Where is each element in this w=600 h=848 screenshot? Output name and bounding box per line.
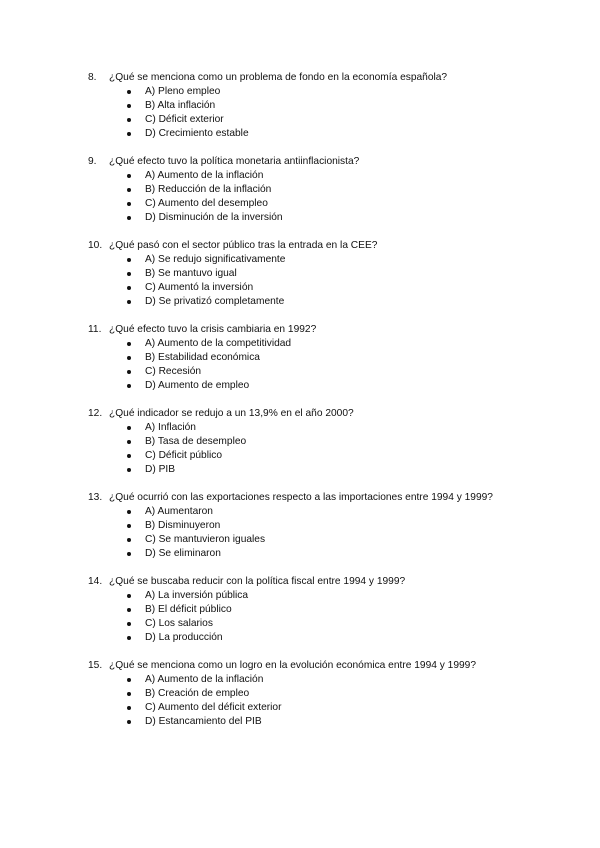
option-item	[0, 505, 600, 519]
bullet-icon	[127, 720, 131, 724]
bullet-icon	[127, 594, 131, 598]
bullet-icon	[127, 202, 131, 206]
option-item	[0, 617, 600, 631]
option-text: D) Estancamiento del PIB	[145, 716, 262, 727]
question-10	[0, 239, 600, 309]
bullet-icon	[127, 342, 131, 346]
question-line	[0, 155, 600, 169]
question-line	[0, 575, 600, 589]
question-number: 8.	[88, 72, 97, 83]
option-text: C) Aumento del déficit exterior	[145, 702, 282, 713]
option-text: B) Se mantuvo igual	[145, 268, 237, 279]
bullet-icon	[127, 454, 131, 458]
question-line	[0, 491, 600, 505]
question-12	[0, 407, 600, 477]
option-item	[0, 603, 600, 617]
option-item	[0, 547, 600, 561]
bullet-icon	[127, 286, 131, 290]
option-item	[0, 421, 600, 435]
question-text: ¿Qué se menciona como un problema de fondo en la economía española?	[109, 72, 448, 83]
option-item	[0, 533, 600, 547]
option-text: A) Aumentaron	[145, 506, 213, 517]
bullet-icon	[127, 678, 131, 682]
option-item	[0, 127, 600, 141]
option-text: B) Reducción de la inflación	[145, 184, 272, 195]
option-text: A) Pleno empleo	[145, 86, 221, 97]
option-text: B) Tasa de desempleo	[145, 436, 247, 447]
option-text: A) Aumento de la inflación	[145, 170, 264, 181]
option-item	[0, 113, 600, 127]
option-item	[0, 701, 600, 715]
option-item	[0, 379, 600, 393]
option-item	[0, 85, 600, 99]
option-item	[0, 449, 600, 463]
question-text: ¿Qué indicador se redujo a un 13,9% en el año 2000?	[109, 408, 354, 419]
bullet-icon	[127, 636, 131, 640]
question-14	[0, 575, 600, 645]
option-text: C) Déficit público	[145, 450, 222, 461]
option-item	[0, 183, 600, 197]
question-text: ¿Qué pasó con el sector público tras la entrada en la CEE?	[109, 240, 378, 251]
bullet-icon	[127, 706, 131, 710]
question-line	[0, 659, 600, 673]
bullet-icon	[127, 370, 131, 374]
bullet-icon	[127, 426, 131, 430]
bullet-icon	[127, 622, 131, 626]
option-item	[0, 351, 600, 365]
option-text: C) Aumento del desempleo	[145, 198, 268, 209]
bullet-icon	[127, 608, 131, 612]
question-9	[0, 155, 600, 225]
option-text: C) Se mantuvieron iguales	[145, 534, 266, 545]
option-item	[0, 715, 600, 729]
bullet-icon	[127, 468, 131, 472]
option-text: D) PIB	[145, 464, 176, 475]
question-line	[0, 239, 600, 253]
question-13	[0, 491, 600, 561]
option-item	[0, 519, 600, 533]
question-text: ¿Qué ocurrió con las exportaciones respecto a las importaciones entre 1994 y 1999?	[109, 492, 493, 503]
option-item	[0, 169, 600, 183]
option-text: D) Aumento de empleo	[145, 380, 250, 391]
option-text: B) Creación de empleo	[145, 688, 250, 699]
option-text: C) Recesión	[145, 366, 202, 377]
option-text: A) Se redujo significativamente	[145, 254, 286, 265]
bullet-icon	[127, 104, 131, 108]
option-item	[0, 365, 600, 379]
bullet-icon	[127, 216, 131, 220]
bullet-icon	[127, 118, 131, 122]
option-text: A) Inflación	[145, 422, 196, 433]
question-number: 9.	[88, 156, 97, 167]
option-item	[0, 673, 600, 687]
question-8	[0, 71, 600, 141]
option-item	[0, 295, 600, 309]
question-15	[0, 659, 600, 729]
option-item	[0, 687, 600, 701]
bullet-icon	[127, 692, 131, 696]
option-item	[0, 211, 600, 225]
question-11	[0, 323, 600, 393]
option-text: B) Alta inflación	[145, 100, 216, 111]
bullet-icon	[127, 356, 131, 360]
question-number: 10.	[88, 240, 103, 251]
question-line	[0, 323, 600, 337]
question-text: ¿Qué se menciona como un logro en la evolución económica entre 1994 y 1999?	[109, 660, 476, 671]
option-text: A) Aumento de la competitividad	[145, 338, 292, 349]
question-number: 13.	[88, 492, 103, 503]
option-text: B) Estabilidad económica	[145, 352, 260, 363]
question-number: 14.	[88, 576, 103, 587]
option-text: D) Crecimiento estable	[145, 128, 249, 139]
option-text: C) Déficit exterior	[145, 114, 224, 125]
option-text: D) Se privatizó completamente	[145, 296, 285, 307]
option-text: B) El déficit público	[145, 604, 232, 615]
question-number: 15.	[88, 660, 103, 671]
question-text: ¿Qué efecto tuvo la política monetaria antiinflacionista?	[109, 156, 360, 167]
bullet-icon	[127, 90, 131, 94]
option-item	[0, 253, 600, 267]
option-item	[0, 267, 600, 281]
option-text: D) Disminución de la inversión	[145, 212, 283, 223]
bullet-icon	[127, 272, 131, 276]
bullet-icon	[127, 132, 131, 136]
option-item	[0, 337, 600, 351]
question-line	[0, 407, 600, 421]
option-text: D) Se eliminaron	[145, 548, 221, 559]
question-line	[0, 71, 600, 85]
option-text: C) Los salarios	[145, 618, 213, 629]
question-number: 11.	[88, 324, 102, 335]
option-text: C) Aumentó la inversión	[145, 282, 254, 293]
question-text: ¿Qué efecto tuvo la crisis cambiaria en 1992?	[109, 324, 317, 335]
option-text: A) Aumento de la inflación	[145, 674, 264, 685]
option-text: B) Disminuyeron	[145, 520, 221, 531]
option-item	[0, 631, 600, 645]
question-text: ¿Qué se buscaba reducir con la política fiscal entre 1994 y 1999?	[109, 576, 406, 587]
bullet-icon	[127, 524, 131, 528]
option-item	[0, 463, 600, 477]
option-text: D) La producción	[145, 632, 223, 643]
bullet-icon	[127, 174, 131, 178]
bullet-icon	[127, 538, 131, 542]
bullet-icon	[127, 440, 131, 444]
bullet-icon	[127, 384, 131, 388]
bullet-icon	[127, 510, 131, 514]
bullet-icon	[127, 258, 131, 262]
question-number: 12.	[88, 408, 103, 419]
option-text: A) La inversión pública	[145, 590, 249, 601]
option-item	[0, 589, 600, 603]
option-item	[0, 99, 600, 113]
bullet-icon	[127, 552, 131, 556]
option-item	[0, 435, 600, 449]
bullet-icon	[127, 300, 131, 304]
bullet-icon	[127, 188, 131, 192]
option-item	[0, 197, 600, 211]
option-item	[0, 281, 600, 295]
